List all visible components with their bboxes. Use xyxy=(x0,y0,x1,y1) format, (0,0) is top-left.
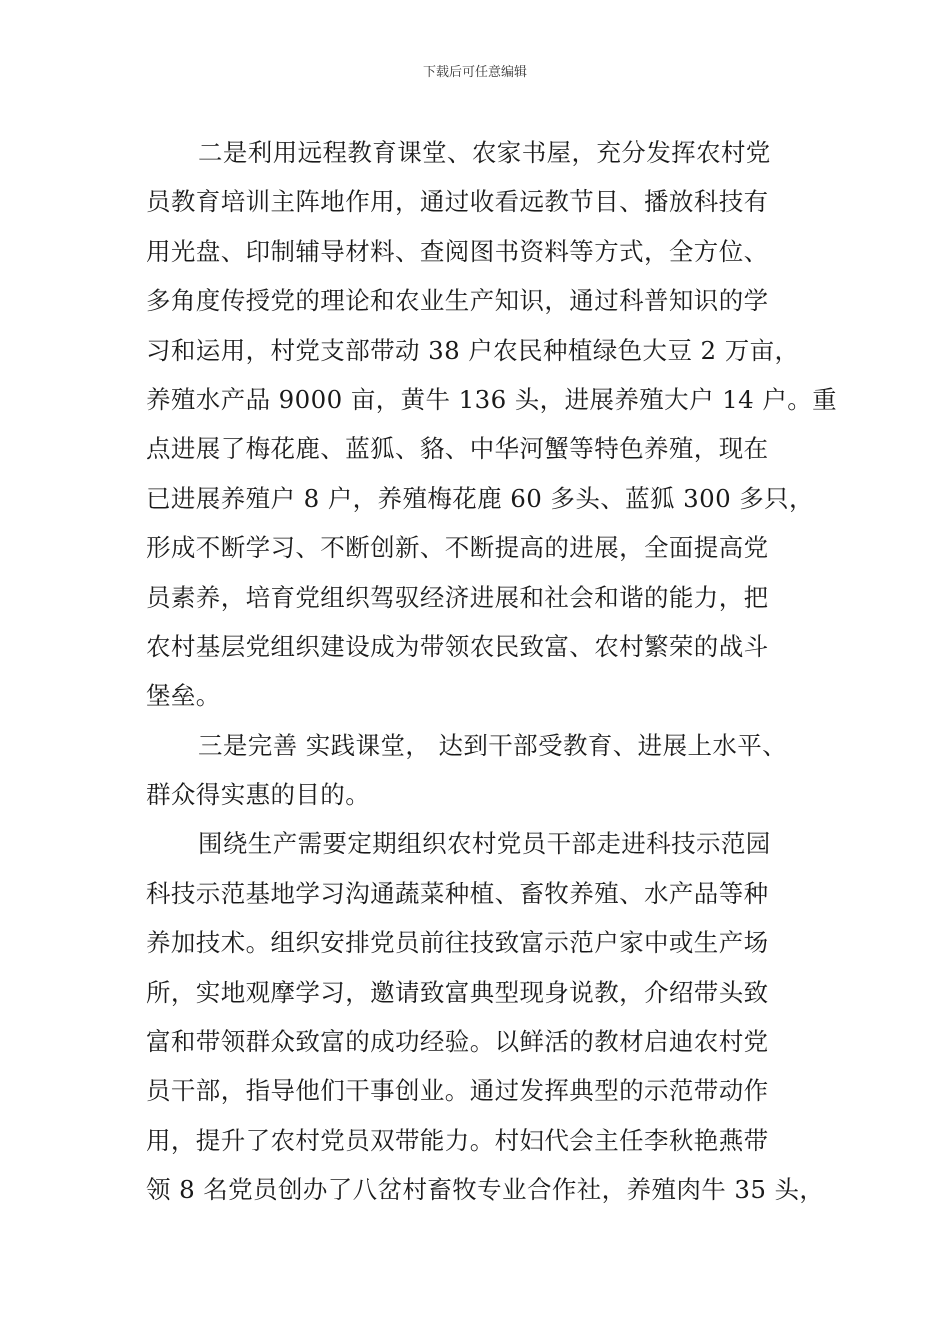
paragraph-line: 用光盘、印制辅导材料、查阅图书资料等方式，全方位、 xyxy=(146,236,769,266)
paragraph-line: 富和带领群众致富的成功经验。以鲜活的教材启迪农村党 xyxy=(146,1027,769,1057)
paragraph-line: 所，实地观摩学习，邀请致富典型现身说教，介绍带头致 xyxy=(146,977,769,1007)
paragraph-line: 员干部，指导他们干事创业。通过发挥典型的示范带动作 xyxy=(146,1076,769,1106)
page-header: 下载后可任意编辑 xyxy=(422,65,527,80)
paragraph-line: 养加技术。组织安排党员前往技致富示范户家中或生产场 xyxy=(146,928,769,958)
paragraph-line: 用，提升了农村党员双带能力。村妇代会主任李秋艳燕带 xyxy=(146,1125,769,1155)
paragraph-line: 围绕生产需要定期组织农村党员干部走进科技示范园 xyxy=(198,829,771,859)
paragraph-line: 习和运用，村党支部带动 38 户农民种植绿色大豆 2 万亩， xyxy=(146,335,800,365)
paragraph-line: 养殖水产品 9000 亩，黄牛 136 头，进展养殖大户 14 户。重 xyxy=(146,384,838,414)
paragraph-line: 形成不断学习、不断创新、不断提高的进展，全面提高党 xyxy=(146,533,769,563)
paragraph-line: 领 8 名党员创办了八岔村畜牧专业合作社，养殖肉牛 35 头， xyxy=(146,1175,825,1205)
paragraph-line: 三是完善 实践课堂， 达到干部受教育、进展上水平、 xyxy=(198,730,788,760)
paragraph-line: 员素养，培育党组织驾驭经济进展和社会和谐的能力，把 xyxy=(146,582,769,612)
body-text xyxy=(146,128,836,1215)
paragraph-line: 多角度传授党的理论和农业生产知识，通过科普知识的学 xyxy=(146,286,769,316)
paragraph-line: 堡垒。 xyxy=(146,681,221,711)
paragraph-line: 农村基层党组织建设成为带领农民致富、农村繁荣的战斗 xyxy=(146,631,769,661)
paragraph-line: 科技示范基地学习沟通蔬菜种植、畜牧养殖、水产品等种 xyxy=(146,878,769,908)
paragraph-line: 已进展养殖户 8 户，养殖梅花鹿 60 多头、蓝狐 300 多只， xyxy=(146,483,814,513)
paragraph-line: 群众得实惠的目的。 xyxy=(146,780,371,810)
paragraph-line: 二是利用远程教育课堂、农家书屋，充分发挥农村党 xyxy=(198,138,771,167)
paragraph-line: 员教育培训主阵地作用，通过收看远教节目、播放科技有 xyxy=(146,187,769,217)
paragraph-line: 点进展了梅花鹿、蓝狐、貉、中华河蟹等特色养殖，现在 xyxy=(146,434,769,464)
